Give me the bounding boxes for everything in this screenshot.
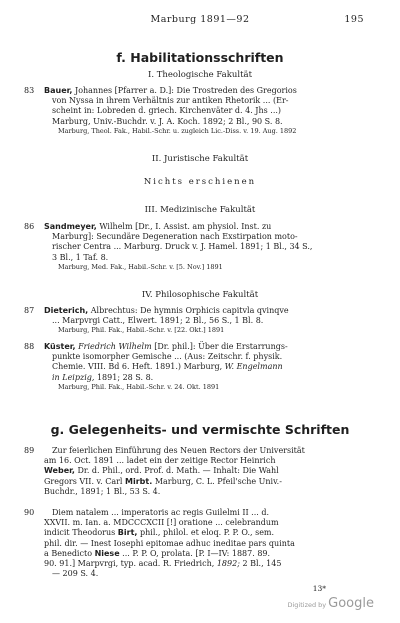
entry-author: Dieterich, — [44, 306, 89, 315]
watermark-prefix: Digitized by — [287, 601, 327, 609]
entry-author: Birt, — [117, 528, 138, 538]
entry-text: von Nyssa in ihrem Verhältnis zur antiken Rhetorik ... (Er- — [52, 96, 289, 106]
entry-text: Albrechtus: De hymnis Orphicis capitvla qvinqve — [90, 306, 289, 315]
entry-text-italic: in Leipzig, — [52, 372, 95, 382]
entry-text-italic: 1892; — [216, 559, 240, 569]
entry-text: Johannes [Pfarrer a. D.]: Die Trostreden des Gregorios — [74, 86, 297, 95]
signature-mark: 13* — [312, 584, 326, 593]
entry-text: Buchdr., 1891; 1 Bl., 53 S. 4. — [44, 486, 161, 496]
entry-text: rischer Centra ... Marburg. Druck v. J. Hamel. 1891; 1 Bl., 34 S., — [52, 242, 313, 252]
entry-text: Marburg]: Secundäre Degeneration nach Exstirpation moto- — [52, 232, 298, 242]
entry-author: Mirbt. — [125, 476, 153, 486]
entry-text: Dr. d. Phil., ord. Prof. d. Math. — Inhalt: Die Wahl — [77, 466, 279, 476]
entry-author: Bauer, — [44, 86, 73, 95]
entry-note: Marburg, Med. Fak., Habil.-Schr. v. [5. Nov.] 1891 — [58, 262, 223, 271]
entry-text: ... Marpvrgi Catt., Elwert. 1891; 2 Bl., 56 S., 1 Bl. 8. — [52, 316, 264, 326]
entry-text: [Dr. phil.]: Über die Erstarrungs- — [154, 342, 288, 351]
entry-text: — 209 S. 4. — [52, 569, 99, 579]
entry-note: Marburg, Phil. Fak., Habil.-Schr. v. [22. Okt.] 1891 — [58, 326, 225, 335]
entry-90 — [24, 508, 368, 579]
faculty-theology-heading: I. Theologische Fakultät — [147, 70, 252, 80]
running-head-title: Marburg 1891—92 — [150, 14, 250, 25]
entry-text: 1891; 28 S. 8. — [96, 372, 154, 382]
entry-number: 88 — [24, 342, 35, 351]
entry-author: Weber, — [44, 466, 75, 476]
entry-text: Zur feierlichen Einführung des Neuen Rectors der Universität — [52, 446, 305, 455]
entry-author: Sandmeyer, — [44, 222, 97, 231]
entry-87 — [24, 306, 368, 335]
entry-text: XXVII. m. Ian. a. MDCCCXCII [!] oratione ... celebrandum — [44, 518, 279, 528]
page-number: 195 — [344, 14, 364, 25]
entry-note: Marburg, Theol. Fak., Habil.-Schr. u. zugleich Lic.-Diss. v. 19. Aug. 1892 — [58, 126, 297, 135]
entry-author: Niese — [94, 548, 120, 558]
section-f-title: f. Habilitationsschriften — [116, 50, 284, 65]
entry-number: 86 — [24, 222, 35, 231]
entry-88 — [24, 342, 368, 392]
entry-text: indicit Theodorus — [44, 528, 116, 538]
entry-author: Küster, — [44, 342, 76, 351]
entry-text: Chemie. VIII. Bd 6. Heft. 1891.) Marburg, — [52, 362, 223, 372]
entry-text: ... P. P. O, prolata. [P. I—IV: 1887. 89. — [122, 548, 271, 558]
entry-number: 89 — [24, 446, 35, 455]
entry-text: Diem natalem ... imperatoris ac regis Guilelmi II ... d. — [52, 508, 270, 517]
entry-number: 90 — [24, 508, 35, 517]
entry-text: phil., philol. et eloq. P. P. O., sem. — [140, 528, 275, 538]
nothing-published-label: Nichts erschienen — [143, 177, 257, 187]
entry-text: Wilhelm [Dr., I. Assist. am physiol. Inst. zu — [99, 222, 272, 231]
entry-number: 87 — [24, 306, 35, 315]
entry-text: Marburg, Univ.-Buchdr. v. J. A. Koch. 1892; 2 Bl., 90 S. 8. — [52, 116, 283, 126]
faculty-philosophy-heading: IV. Philosophische Fakultät — [141, 290, 259, 300]
digitization-watermark — [287, 596, 374, 611]
entry-text: a Benedicto — [44, 548, 93, 558]
entry-89 — [24, 446, 368, 497]
entry-number: 83 — [24, 86, 35, 95]
entry-text: Marburg, C. L. Pfeil'sche Univ.- — [154, 476, 282, 486]
running-head — [0, 14, 400, 28]
section-g-title: g. Gelegenheits- und vermischte Schriften — [50, 422, 350, 437]
faculty-law-heading: II. Juristische Fakultät — [151, 154, 249, 164]
faculty-medicine-heading: III. Medizinische Fakultät — [144, 205, 256, 215]
entry-text: 90. 91.] Marpvrgi, typ. acad. R. Friedrich, — [44, 559, 215, 569]
entry-text: scheint in: Lobreden d. griech. Kirchenväter d. 4. Jhs ...) — [52, 106, 282, 116]
entry-text: Gregors VII. v. Carl — [44, 476, 123, 486]
entry-text: 3 Bl., 1 Taf. 8. — [52, 252, 109, 262]
entry-note: Marburg, Phil. Fak., Habil.-Schr. v. 24. Okt. 1891 — [58, 382, 220, 391]
entry-text: 2 Bl., 145 — [242, 559, 282, 569]
entry-86 — [24, 222, 368, 272]
entry-83 — [24, 86, 368, 136]
entry-text: am 16. Oct. 1891 ... ladet ein der zeitige Rector Heinrich — [44, 456, 276, 466]
entry-text-italic: W. Engelmann — [224, 362, 283, 372]
entry-text-italic: Friedrich Wilhelm — [78, 342, 152, 351]
entry-text: phil. dir. — Inest Iosephi epitomae adhuc ineditae pars quinta — [44, 538, 295, 548]
entry-text: punkte isomorpher Gemische ... (Aus: Zeitschr. f. physik. — [52, 352, 283, 362]
watermark-brand: Google — [328, 596, 374, 611]
